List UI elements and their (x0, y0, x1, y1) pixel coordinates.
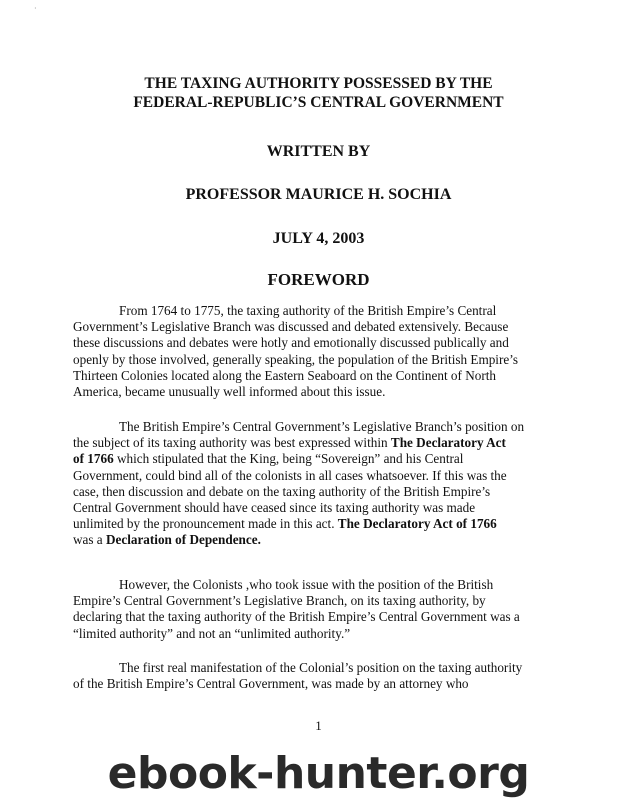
text-run: unlimited by the pronouncement made in this act. (73, 516, 338, 532)
watermark-logo: ebook-hunter.org (107, 748, 530, 799)
date-heading: JULY 4, 2003 (272, 230, 365, 247)
paragraph-1 (73, 303, 577, 400)
corner-mark: · (34, 4, 37, 13)
paragraph-line: Government, could bind all of the colonists in all cases whatsoever. If this was the (73, 467, 507, 483)
paragraph-line: The British Empire’s Central Government’s Legislative Branch’s position on (119, 419, 525, 434)
title-line-2: FEDERAL-REPUBLIC’S CENTRAL GOVERNMENT (133, 94, 504, 111)
foreword-heading: FOREWORD (267, 270, 370, 289)
paragraph-line: Empire’s Central Government’s Legislative Branch, on its taxing authority, by (73, 593, 486, 609)
act-full-name-bold: The Declaratory Act of 1766 (337, 516, 497, 532)
text-run: which stipulated that the King, being “Sovereign” and his Central (113, 451, 464, 467)
paragraph-line: Government’s Legislative Branch was discussed and debated extensively. Because (73, 319, 509, 335)
act-year-bold: of 1766 (73, 451, 114, 467)
paragraph-line (73, 532, 577, 548)
paragraph-line (73, 451, 577, 467)
paragraph-line: case, then discussion and debate on the taxing authority of the British Empire’s (73, 483, 491, 499)
paragraph-line: From 1764 to 1775, the taxing authority of the British Empire’s Central (119, 303, 497, 318)
paragraph-line: “limited authority” and not an “unlimited authority.” (73, 625, 351, 641)
paragraph-line: openly by those involved, generally speaking, the population of the British Empire’s (73, 351, 518, 367)
act-name-bold: The Declaratory Act (390, 435, 506, 451)
written-by-heading: WRITTEN BY (266, 143, 371, 160)
paragraph-line: Central Government should have ceased since its taxing authority was made (73, 500, 476, 516)
paragraph-3 (73, 577, 577, 642)
title-line-1: THE TAXING AUTHORITY POSSESSED BY THE (144, 75, 493, 92)
paragraph-line: Thirteen Colonies located along the Eastern Seaboard on the Continent of North (73, 367, 496, 383)
paragraph-line: America, became unusually well informed about this issue. (73, 384, 386, 400)
paragraph-line: The first real manifestation of the Colonial’s position on the taxing authority (119, 660, 523, 675)
paragraph-line: declaring that the taxing authority of the British Empire’s Central Government was a (73, 609, 520, 625)
page-number: 1 (315, 718, 322, 733)
text-run: was a (73, 532, 106, 548)
paragraph-line: of the British Empire’s Central Government, was made by an attorney who (73, 676, 469, 692)
paragraph-line: these discussions and debates were hotly and emotionally discussed publically and (73, 335, 509, 351)
paragraph-line (73, 435, 577, 451)
paragraph-line (73, 516, 577, 532)
paragraph-line: However, the Colonists ,who took issue with the position of the British (119, 577, 494, 592)
paragraph-4 (73, 660, 577, 692)
text-run: the subject of its taxing authority was best expressed within (73, 435, 391, 451)
paragraph-2 (73, 419, 577, 549)
author-heading: PROFESSOR MAURICE H. SOCHIA (185, 186, 452, 203)
declaration-bold: Declaration of Dependence. (105, 532, 261, 548)
